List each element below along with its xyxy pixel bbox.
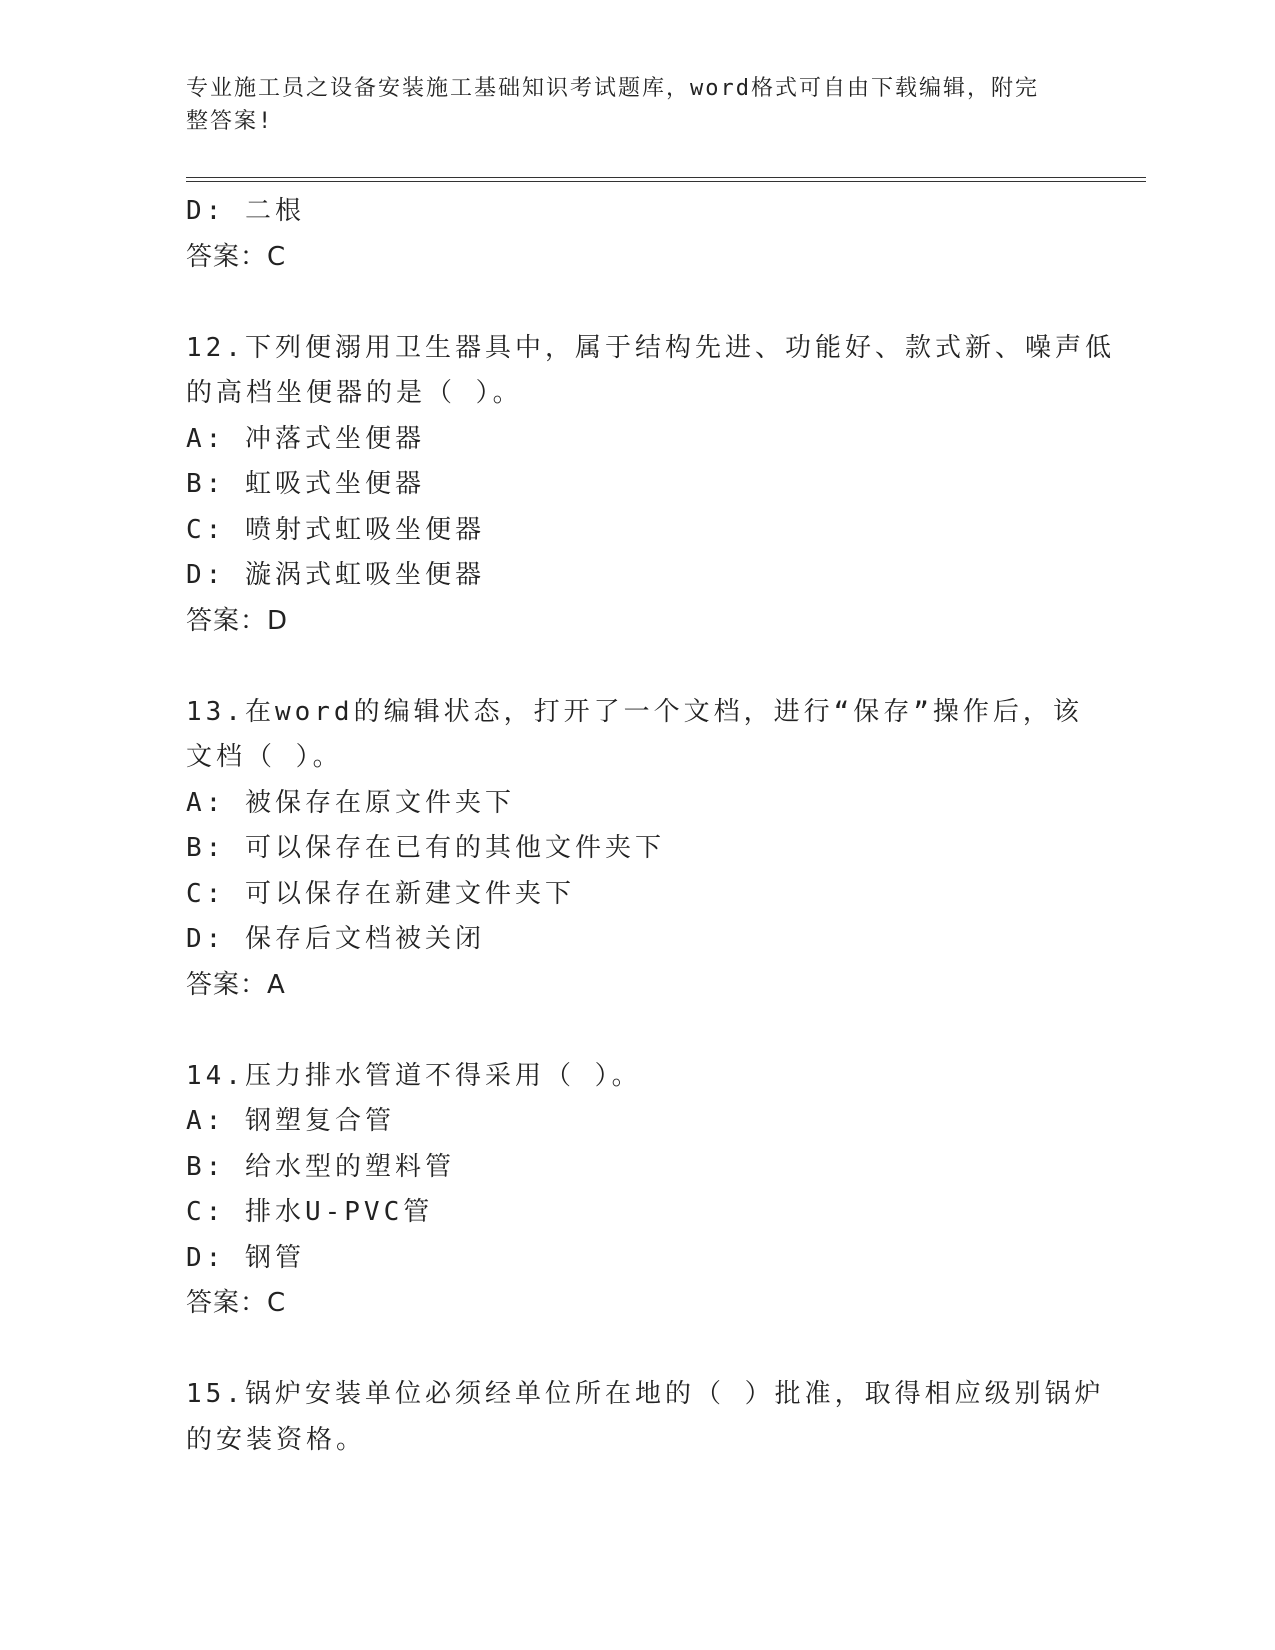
option-b: B: 给水型的塑料管 (186, 1151, 455, 1182)
question-stem-cont: 的安装资格。 (186, 1424, 367, 1455)
answer-line: 答案：A (186, 969, 286, 1000)
header-divider-bottom (186, 181, 1146, 182)
question-12 (186, 326, 1115, 645)
option-d: D: 漩涡式虹吸坐便器 (186, 560, 485, 590)
option-c: C: 排水U-PVC管 (186, 1197, 434, 1227)
spacer (186, 644, 1086, 690)
option-b: B: 可以保存在已有的其他文件夹下 (186, 833, 665, 863)
answer-line: 答案：D (186, 605, 289, 636)
question-list (186, 189, 1115, 1463)
spacer (186, 1327, 1086, 1373)
question-stem-cont: 文档（ ）。 (186, 742, 343, 772)
spacer (186, 280, 1086, 326)
option-d: D: 保存后文档被关闭 (186, 924, 485, 954)
question-13 (186, 690, 1086, 1009)
spacer (186, 1008, 1086, 1054)
question-stem: 13.在word的编辑状态，打开了一个文档，进行“保存”操作后，该 (186, 696, 1083, 727)
option-d: D: 二根 (186, 196, 305, 226)
option-d: D: 钢管 (186, 1242, 305, 1273)
question-14 (186, 1054, 1086, 1327)
option-a: A: 钢塑复合管 (186, 1106, 395, 1136)
question-stem-cont: 的高档坐便器的是（ ）。 (186, 378, 523, 408)
option-c: C: 可以保存在新建文件夹下 (186, 878, 575, 909)
header-line-2: 整答案! (186, 109, 274, 134)
answer-line: 答案：C (186, 1288, 287, 1318)
option-a: A: 冲落式坐便器 (186, 423, 425, 454)
header-divider-top (186, 177, 1146, 178)
question-stem: 15.锅炉安装单位必须经单位所在地的（ ）批准，取得相应级别锅炉 (186, 1379, 1105, 1409)
header-line-1: 专业施工员之设备安装施工基础知识考试题库，word格式可自由下载编辑，附完 (186, 76, 1039, 101)
question-15 (186, 1372, 1105, 1463)
answer-line: 答案：C (186, 241, 287, 272)
document-header (186, 72, 1066, 138)
question-stem: 14.压力排水管道不得采用（ ）。 (186, 1060, 642, 1091)
option-a: A: 被保存在原文件夹下 (186, 787, 515, 818)
option-b: B: 虹吸式坐便器 (186, 469, 425, 499)
question-stem: 12.下列便溺用卫生器具中，属于结构先进、功能好、款式新、噪声低 (186, 332, 1115, 363)
option-c: C: 喷射式虹吸坐便器 (186, 514, 485, 545)
